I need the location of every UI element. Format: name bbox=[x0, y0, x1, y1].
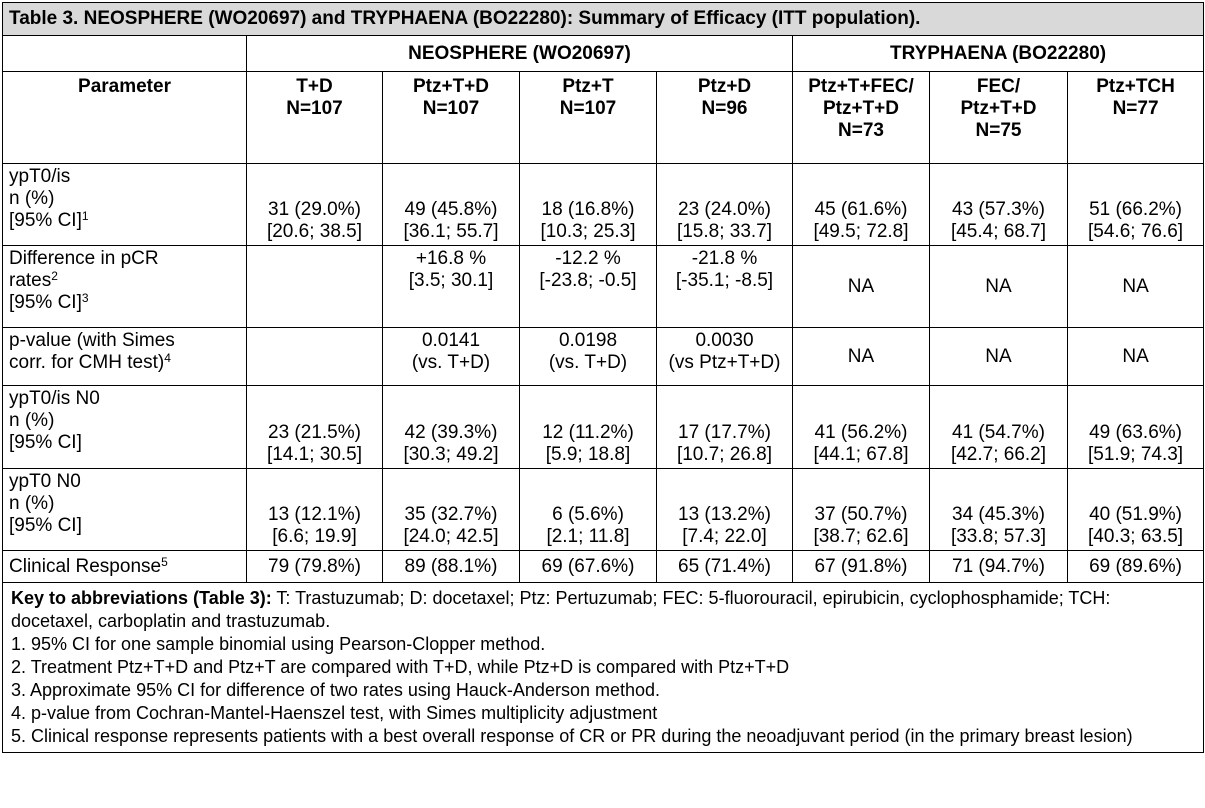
table-row bbox=[3, 386, 1204, 469]
table-cell: 6 (5.6%) [2.1; 11.8] bbox=[520, 469, 657, 551]
column-header: FEC/ Ptz+T+D N=75 bbox=[930, 72, 1068, 164]
table-cell: NA bbox=[930, 246, 1068, 328]
table-cell: 69 (67.6%) bbox=[520, 551, 657, 583]
efficacy-table bbox=[2, 2, 1204, 753]
table-cell: 41 (54.7%) [42.7; 66.2] bbox=[930, 386, 1068, 469]
table-cell: 79 (79.8%) bbox=[247, 551, 383, 583]
row-label: ypT0 N0 n (%) [95% CI] bbox=[3, 469, 247, 551]
parameter-header: Parameter bbox=[3, 72, 247, 164]
abbreviation-key: Key to abbreviations (Table 3): T: Trastuzumab; D: docetaxel; Ptz: Pertuzumab; FEC: 5-fluorouracil, epirubicin, cyclophosphamide; TCH: docetaxel, carboplatin and trastuzumab. bbox=[11, 588, 1111, 631]
table-cell: 31 (29.0%) [20.6; 38.5] bbox=[247, 164, 383, 246]
footnote-3: 3. Approximate 95% CI for difference of two rates using Hauck-Anderson method. bbox=[11, 680, 661, 700]
table-cell: 23 (24.0%) [15.8; 33.7] bbox=[657, 164, 793, 246]
table-cell: 12 (11.2%) [5.9; 18.8] bbox=[520, 386, 657, 469]
table-cell: 49 (45.8%) [36.1; 55.7] bbox=[383, 164, 520, 246]
table-row bbox=[3, 551, 1204, 583]
table-cell: 40 (51.9%) [40.3; 63.5] bbox=[1068, 469, 1204, 551]
table-cell: 51 (66.2%) [54.6; 76.6] bbox=[1068, 164, 1204, 246]
table-cell: NA bbox=[1068, 246, 1204, 328]
table-cell: -12.2 % [-23.8; -0.5] bbox=[520, 246, 657, 328]
row-label: Difference in pCR rates$^2$ [95% CI]$^3$ bbox=[3, 246, 247, 328]
column-header: T+D N=107 bbox=[247, 72, 383, 164]
table-footnotes bbox=[3, 583, 1204, 753]
footnote-4: 4. p-value from Cochran-Mantel-Haenszel test, with Simes multiplicity adjustment bbox=[11, 703, 658, 723]
table-cell: 69 (89.6%) bbox=[1068, 551, 1204, 583]
table-row bbox=[3, 469, 1204, 551]
table-cell: 45 (61.6%) [49.5; 72.8] bbox=[793, 164, 930, 246]
table-cell: 65 (71.4%) bbox=[657, 551, 793, 583]
table-cell: 0.0198 (vs. T+D) bbox=[520, 328, 657, 386]
row-label: p-value (with Simes corr. for CMH test)$^4$ bbox=[3, 328, 247, 386]
group-header-neosphere: NEOSPHERE (WO20697) bbox=[247, 36, 793, 72]
table-cell: 13 (12.1%) [6.6; 19.9] bbox=[247, 469, 383, 551]
table-cell: NA bbox=[930, 328, 1068, 386]
column-header: Ptz+T+FEC/ Ptz+T+D N=73 bbox=[793, 72, 930, 164]
footnote-2: 2. Treatment Ptz+T+D and Ptz+T are compared with T+D, while Ptz+D is compared with Ptz+T+D bbox=[11, 657, 790, 677]
row-label: ypT0/is N0 n (%) [95% CI] bbox=[3, 386, 247, 469]
footnote-5: 5. Clinical response represents patients with a best overall response of CR or PR during the neoadjuvant period (in the primary breast lesion) bbox=[11, 726, 1133, 746]
column-header-row bbox=[3, 72, 1204, 164]
table-cell: NA bbox=[793, 328, 930, 386]
table-cell: 41 (56.2%) [44.1; 67.8] bbox=[793, 386, 930, 469]
table-cell: NA bbox=[793, 246, 930, 328]
group-header-blank bbox=[3, 36, 247, 72]
footnote-1: 1. 95% CI for one sample binomial using Pearson-Clopper method. bbox=[11, 634, 546, 654]
table-cell: 49 (63.6%) [51.9; 74.3] bbox=[1068, 386, 1204, 469]
table-cell bbox=[247, 246, 383, 328]
column-header: Ptz+TCH N=77 bbox=[1068, 72, 1204, 164]
table-cell: 0.0030 (vs Ptz+T+D) bbox=[657, 328, 793, 386]
table-row bbox=[3, 164, 1204, 246]
table-cell: -21.8 % [-35.1; -8.5] bbox=[657, 246, 793, 328]
table-row bbox=[3, 246, 1204, 328]
column-header: Ptz+T N=107 bbox=[520, 72, 657, 164]
table-title: Table 3. NEOSPHERE (WO20697) and TRYPHAENA (BO22280): Summary of Efficacy (ITT population). bbox=[3, 3, 1204, 36]
table-cell: 0.0141 (vs. T+D) bbox=[383, 328, 520, 386]
table-cell bbox=[247, 328, 383, 386]
column-header: Ptz+T+D N=107 bbox=[383, 72, 520, 164]
table-cell: 43 (57.3%) [45.4; 68.7] bbox=[930, 164, 1068, 246]
table-cell: 13 (13.2%) [7.4; 22.0] bbox=[657, 469, 793, 551]
table-cell: 37 (50.7%) [38.7; 62.6] bbox=[793, 469, 930, 551]
row-label: ypT0/is n (%) [95% CI]$^1$ bbox=[3, 164, 247, 246]
table-cell: 42 (39.3%) [30.3; 49.2] bbox=[383, 386, 520, 469]
table-cell: 89 (88.1%) bbox=[383, 551, 520, 583]
table-cell: 18 (16.8%) [10.3; 25.3] bbox=[520, 164, 657, 246]
table-cell: NA bbox=[1068, 328, 1204, 386]
table-cell: 67 (91.8%) bbox=[793, 551, 930, 583]
table-cell: 35 (32.7%) [24.0; 42.5] bbox=[383, 469, 520, 551]
table-row bbox=[3, 328, 1204, 386]
table-cell: 71 (94.7%) bbox=[930, 551, 1068, 583]
table-cell: 17 (17.7%) [10.7; 26.8] bbox=[657, 386, 793, 469]
column-header: Ptz+D N=96 bbox=[657, 72, 793, 164]
group-header-tryphaena: TRYPHAENA (BO22280) bbox=[793, 36, 1204, 72]
table-cell: 34 (45.3%) [33.8; 57.3] bbox=[930, 469, 1068, 551]
table-cell: +16.8 % [3.5; 30.1] bbox=[383, 246, 520, 328]
table-cell: 23 (21.5%) [14.1; 30.5] bbox=[247, 386, 383, 469]
row-label: Clinical Response$^5$ bbox=[3, 551, 247, 583]
